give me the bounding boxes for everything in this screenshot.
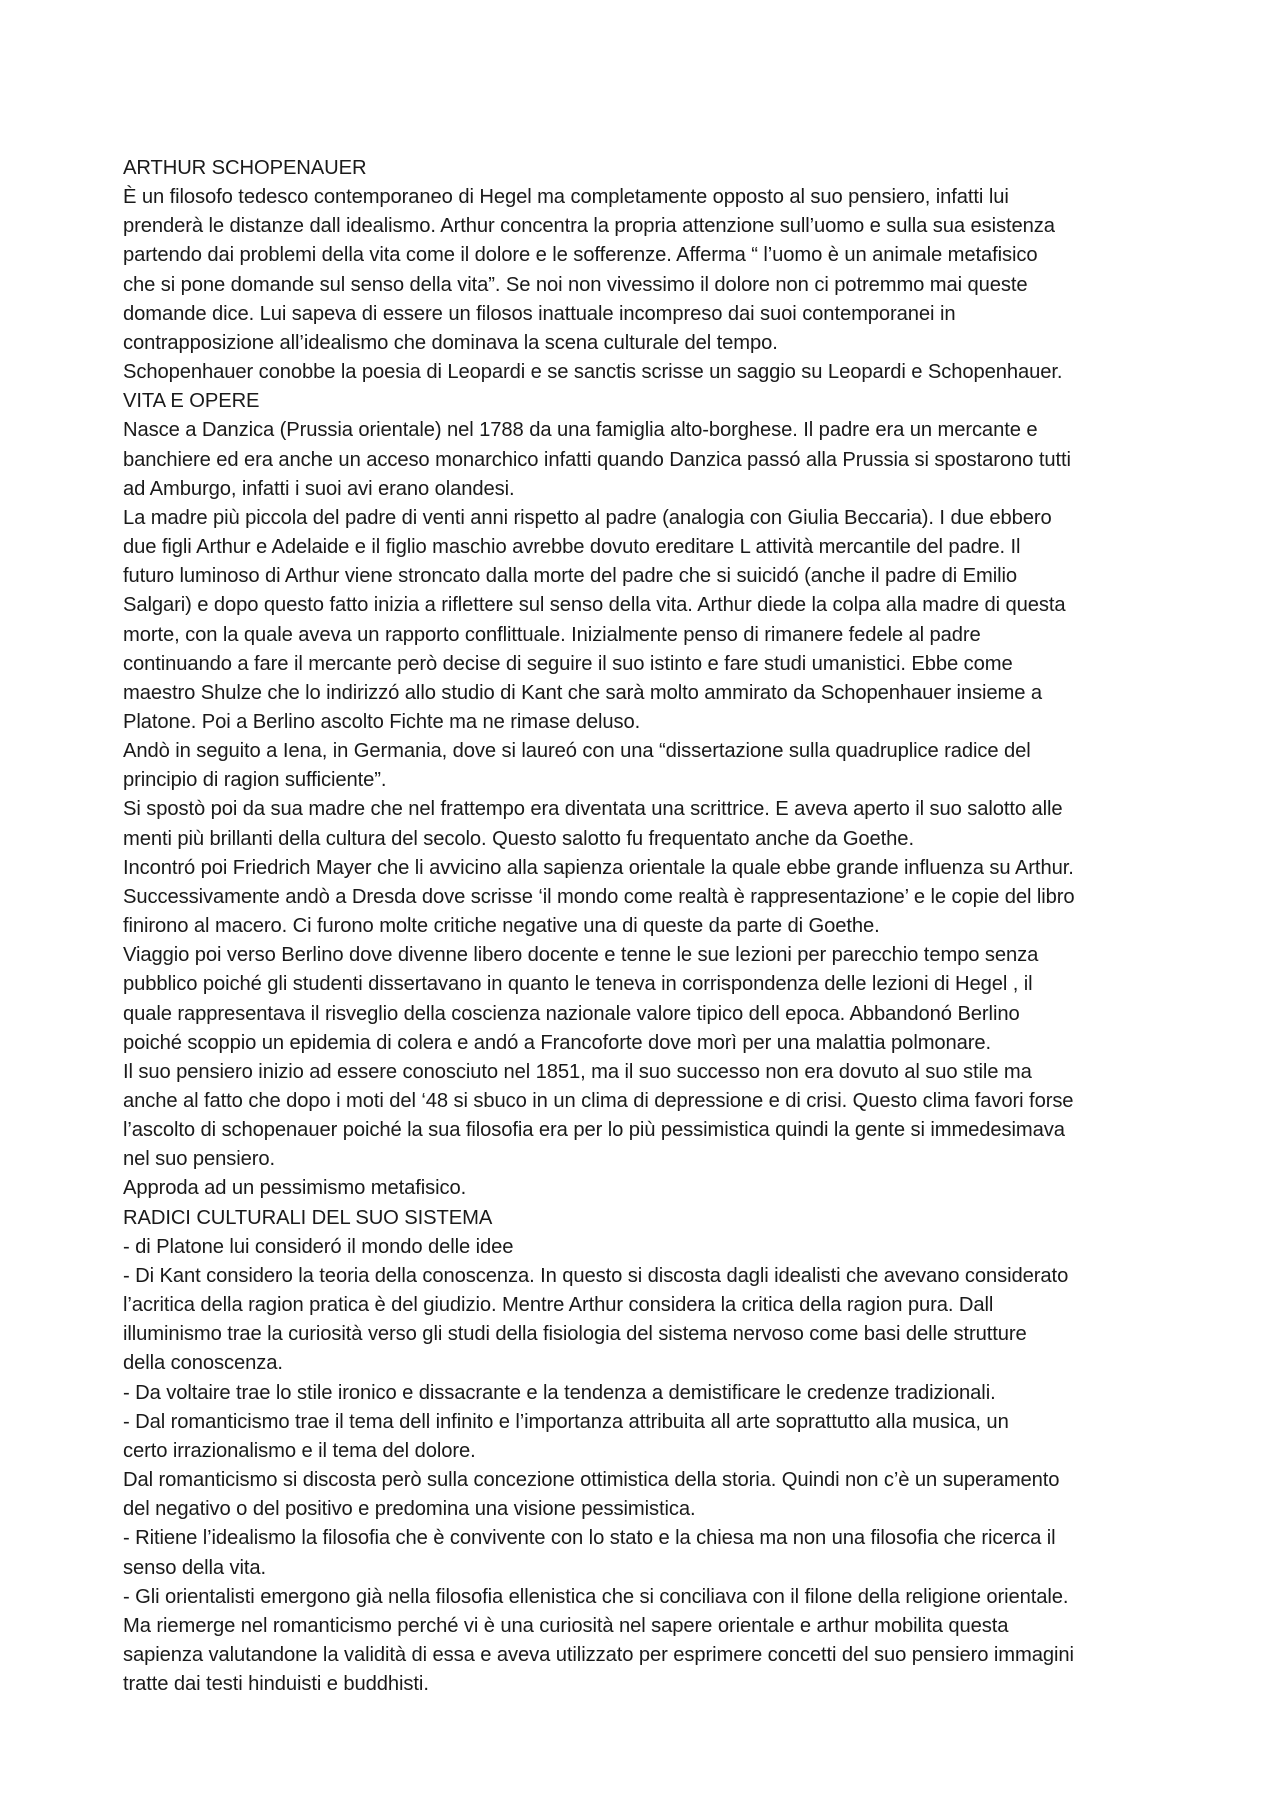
document-text-line: sapienza valutandone la validità di essa e aveva utilizzato per esprimere concetti del suo pensiero immagini — [123, 1643, 1074, 1666]
document-text-line: ad Amburgo, infatti i suoi avi erano olandesi. — [123, 477, 515, 500]
document-text-line: Dal romanticismo si discosta però sulla concezione ottimistica della storia. Quindi non c’è un superamento — [123, 1469, 1060, 1492]
document-text-line: Approda ad un pessimismo metafisico. — [123, 1177, 467, 1200]
document-text-line: VITA E OPERE — [123, 390, 260, 413]
document-text-line: morte, con la quale aveva un rapporto conflittuale. Inizialmente penso di rimanere fedele al padre — [123, 623, 981, 646]
document-text-line: Andò in seguito a Iena, in Germania, dove si laureó con una “dissertazione sulla quadruplice radice del — [123, 740, 1031, 763]
document-text-line: due figli Arthur e Adelaide e il figlio maschio avrebbe dovuto ereditare L attività mercantile del padre. Il — [123, 536, 1021, 559]
document-text-line: continuando a fare il mercante però decise di seguire il suo istinto e fare studi umanistici. Ebbe come — [123, 652, 1013, 675]
document-text-line: l’ascolto di schopenauer poiché la sua filosofia era per lo più pessimistica quindi la gente si immedesimava — [123, 1119, 1065, 1142]
document-text-line: - Ritiene l’idealismo la filosofia che è convivente con lo stato e la chiesa ma non una filosofia che ricerca il — [123, 1527, 1056, 1550]
document-text-line: illuminismo trae la curiosità verso gli studi della fisiologia del sistema nervoso come basi delle strutture — [123, 1323, 1027, 1346]
document-text-line: Successivamente andò a Dresda dove scrisse ‘il mondo come realtà è rappresentazione’ e le copie del libro — [123, 885, 1075, 908]
document-text-line: Ma riemerge nel romanticismo perché vi è una curiosità nel sapere orientale e arthur mobilita questa — [123, 1614, 1009, 1637]
document-text-line: - Dal romanticismo trae il tema dell infinito e l’importanza attribuita all arte soprattutto alla musica, un — [123, 1410, 1009, 1433]
document-text-line: quale rappresentava il risveglio della coscienza nazionale valore tipico dell epoca. Abbandonó Berlino — [123, 1002, 1020, 1025]
document-text-line: - di Platone lui consideró il mondo delle idee — [123, 1235, 514, 1258]
document-text-line: - Gli orientalisti emergono già nella filosofia ellenistica che si conciliava con il filone della religione orientale. — [123, 1585, 1069, 1608]
document-text-line: Il suo pensiero inizio ad essere conosciuto nel 1851, ma il suo successo non era dovuto al suo stile ma — [123, 1060, 1032, 1083]
document-text-line: pubblico poiché gli studenti dissertavano in quanto le teneva in corrispondenza delle lezioni di Hegel , il — [123, 973, 1033, 996]
document-text-line: maestro Shulze che lo indirizzó allo studio di Kant che sarà molto ammirato da Schopenhauer insieme a — [123, 681, 1043, 704]
document-text-line: Incontró poi Friedrich Mayer che li avvicino alla sapienza orientale la quale ebbe grande influenza su Arthur. — [123, 856, 1074, 879]
document-text-line: RADICI CULTURALI DEL SUO SISTEMA — [123, 1206, 493, 1229]
document-text-line: Nasce a Danzica (Prussia orientale) nel 1788 da una famiglia alto-borghese. Il padre era un mercante e — [123, 419, 1038, 442]
document-text-line: anche al fatto che dopo i moti del ‘48 si sbuco in un clima di depressione e di crisi. Questo clima favori forse — [123, 1090, 1074, 1112]
document-text-line: Platone. Poi a Berlino ascolto Fichte ma ne rimase deluso. — [123, 710, 641, 733]
document-text-line: prenderà le distanze dall idealismo. Arthur concentra la propria attenzione sull’uomo e sulla sua esistenza — [123, 215, 1055, 238]
document-text-line: nel suo pensiero. — [123, 1148, 276, 1171]
document-text-line: della conoscenza. — [123, 1352, 283, 1375]
document-text-line: La madre più piccola del padre di venti anni rispetto al padre (analogia con Giulia Beccaria). I due ebbero — [123, 506, 1052, 529]
document-text-line: poiché scoppio un epidemia di colera e andó a Francoforte dove morì per una malattia polmonare. — [123, 1031, 992, 1054]
document-text-line: menti più brillanti della cultura del secolo. Questo salotto fu frequentato anche da Goethe. — [123, 827, 914, 850]
document-text-line: principio di ragion sufficiente”. — [123, 769, 387, 792]
document-text-line: Viaggio poi verso Berlino dove divenne libero docente e tenne le sue lezioni per parecchio tempo senza — [123, 944, 1039, 967]
document-text-line: del negativo o del positivo e predomina una visione pessimistica. — [123, 1498, 696, 1521]
document-text-line: senso della vita. — [123, 1556, 267, 1579]
document-text-line: l’acritica della ragion pratica è del giudizio. Mentre Arthur considera la critica della ragion pura. Dall — [123, 1294, 994, 1317]
document-text-line: partendo dai problemi della vita come il dolore e le sofferenze. Afferma “ l’uomo è un animale metafisico — [123, 244, 1038, 267]
document-text-line: tratte dai testi hinduisti e buddhisti. — [123, 1673, 429, 1696]
document-page — [123, 154, 1163, 1699]
document-text-line: finirono al macero. Ci furono molte critiche negative una di queste da parte di Goethe. — [123, 915, 880, 938]
document-text-line: certo irrazionalismo e il tema del dolore. — [123, 1439, 476, 1462]
document-text-line: Si spostò poi da sua madre che nel frattempo era diventata una scrittrice. E aveva aperto il suo salotto alle — [123, 798, 1063, 821]
document-text-line: futuro luminoso di Arthur viene stroncato dalla morte del padre che si suicidó (anche il padre di Emilio — [123, 565, 1018, 588]
document-text-line: - Di Kant considero la teoria della conoscenza. In questo si discosta dagli idealisti che avevano considerato — [123, 1264, 1069, 1287]
document-text-line: ARTHUR SCHOPENAUER — [123, 157, 367, 179]
document-text-line: contrapposizione all’idealismo che dominava la scena culturale del tempo. — [123, 331, 778, 354]
document-text-line: banchiere ed era anche un acceso monarchico infatti quando Danzica passó alla Prussia si spostarono tutti — [123, 448, 1071, 471]
document-text-line: - Da voltaire trae lo stile ironico e dissacrante e la tendenza a demistificare le credenze tradizionali. — [123, 1381, 996, 1404]
document-text-line: È un filosofo tedesco contemporaneo di Hegel ma completamente opposto al suo pensiero, infatti lui — [123, 186, 1009, 209]
document-text-line: Salgari) e dopo questo fatto inizia a riflettere sul senso della vita. Arthur diede la colpa alla madre di questa — [123, 594, 1066, 617]
document-text-line: Schopenhauer conobbe la poesia di Leopardi e se sanctis scrisse un saggio su Leopardi e Schopenhauer. — [123, 361, 1063, 384]
document-text-line: che si pone domande sul senso della vita”. Se noi non vivessimo il dolore non ci potremmo mai queste — [123, 273, 1028, 296]
document-text-line: domande dice. Lui sapeva di essere un filosos inattuale incompreso dai suoi contemporanei in — [123, 302, 956, 325]
